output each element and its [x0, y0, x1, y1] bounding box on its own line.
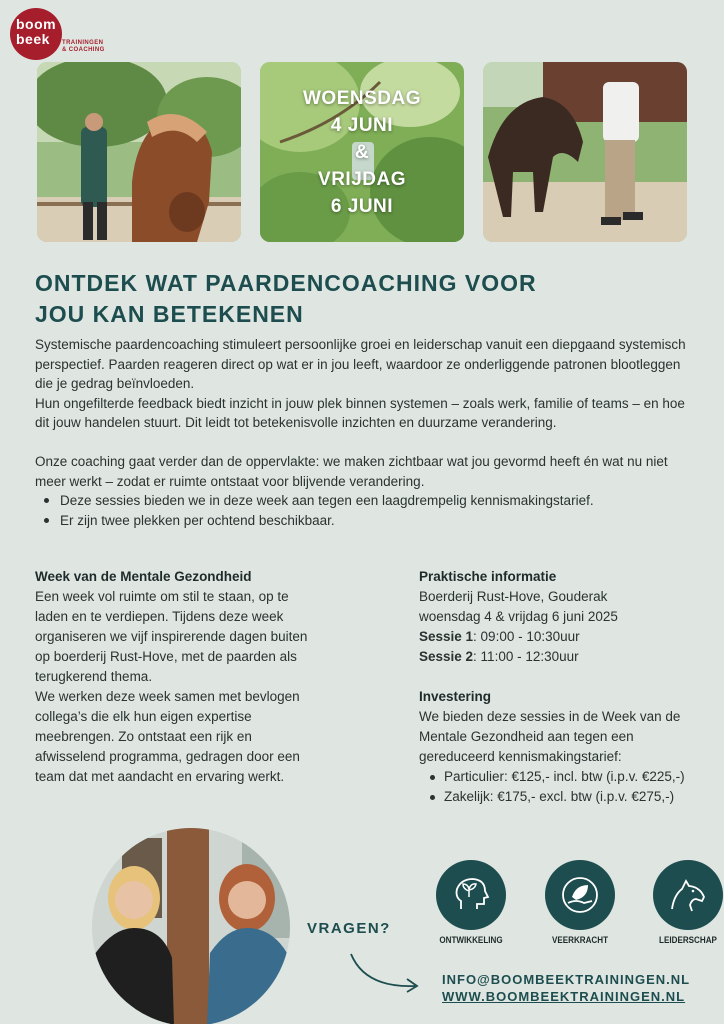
session-2-time: : 11:00 - 12:30uur [473, 649, 579, 664]
investment-text: We bieden deze sessies in de Week van de Mentale Gezondheid aan tegen een gereduceerd kennismakingstarief: [419, 709, 681, 764]
week-paragraph-1: Een week vol ruimte om stil te staan, op te laden en te verdiepen. Tijdens deze week organiseren we vijf inspirerende dagen buiten op boerderij Rust-Hove, met de paarden als terugkerend thema. [35, 589, 308, 684]
event-dates: woensdag 4 & vrijdag 6 juni 2025 [419, 609, 618, 624]
head-plant-icon [436, 860, 506, 930]
price-list [419, 767, 709, 807]
photo-man-with-horse [37, 62, 241, 242]
intro-paragraph-1: Systemische paardencoaching stimuleert persoonlijke groei en leiderschap vanuit een diepgaand systemisch perspectief. Paarden reageren direct op wat er in jou leeft, waardoor ze onderliggende patronen blootleggen die je gedrag beïnvloeden. [35, 337, 686, 391]
intro-bullets [35, 491, 695, 530]
date-line-5: 6 JUNI [330, 195, 394, 217]
contact-info [442, 971, 690, 1005]
date-line-1: WOENSDAG [303, 87, 421, 109]
intro-bullet: Er zijn twee plekken per ochtend beschikbaar. [35, 511, 695, 531]
session-1-label: Sessie 1 [419, 629, 474, 644]
logo [10, 8, 62, 60]
date-overlay [260, 62, 464, 242]
intro-paragraph-3: Onze coaching gaat verder dan de oppervlakte: we maken zichtbaar wat jou gevormd heeft én wat nu niet meer werkt – zodat er ruimte ontstaat voor blijvende verandering. [35, 454, 668, 489]
photo-horse-with-person [483, 62, 687, 242]
logo-line-2: beek [16, 31, 50, 47]
price-item: Zakelijk: €175,- excl. btw (i.p.v. €275,-) [419, 787, 709, 807]
session-2 [419, 647, 709, 667]
photo-dates [260, 62, 464, 242]
badge-label-development: ONTWIKKELING [439, 935, 503, 946]
session-2-label: Sessie 2 [419, 649, 474, 664]
location: Boerderij Rust-Hove, Gouderak [419, 589, 608, 604]
date-line-4: VRIJDAG [318, 168, 406, 190]
week-section [35, 567, 325, 787]
session-1 [419, 627, 709, 647]
investment-title: Investering [419, 689, 492, 704]
intro-paragraph-2: Hun ongefilterde feedback biedt inzicht in jouw plek binnen systemen – zoals werk, familie of teams – en hoe dit jouw handelen stuurt. Dit leidt tot betekenisvolle inzichten en duurzame verandering. [35, 395, 685, 430]
price-item: Particulier: €125,- incl. btw (i.p.v. €225,-) [419, 767, 709, 787]
logo-sub-1: TRAININGEN [62, 40, 104, 46]
logo-subtitle [62, 40, 105, 54]
session-1-time: : 09:00 - 10:30uur [473, 629, 580, 644]
logo-line-1: boom [16, 16, 57, 32]
leaf-hand-icon [545, 860, 615, 930]
coaches-photo [92, 828, 290, 1024]
headline [35, 268, 675, 330]
logo-sub-2: & COACHING [62, 47, 105, 53]
intro-text [35, 335, 695, 530]
headline-line-2: JOU KAN BETEKENEN [35, 301, 304, 327]
website-link[interactable]: WWW.BOOMBEEKTRAININGEN.NL [442, 989, 686, 1004]
arrow-icon [345, 948, 425, 996]
practical-title: Praktische informatie [419, 569, 557, 584]
date-line-2: 4 JUNI [330, 114, 394, 136]
questions-label: VRAGEN? [307, 920, 391, 937]
badge-label-leadership: LEIDERSCHAP [659, 935, 717, 946]
date-line-3: & [354, 141, 370, 163]
intro-bullet: Deze sessies bieden we in deze week aan tegen een laagdrempelig kennismakingstarief. [35, 491, 695, 511]
horse-head-icon [653, 860, 723, 930]
practical-section [419, 567, 709, 807]
badge-label-resilience: VEERKRACHT [551, 935, 609, 946]
headline-line-1: ONTDEK WAT PAARDENCOACHING VOOR [35, 270, 537, 296]
email-link[interactable]: INFO@BOOMBEEKTRAININGEN.NL [442, 972, 691, 987]
week-paragraph-2: We werken deze week samen met bevlogen collega’s die elk hun eigen expertise meebrengen. Zo ontstaat een rijk en afwisselend programma, gedragen door een team dat met aandacht en ervaring werkt. [35, 689, 300, 784]
week-title: Week van de Mentale Gezondheid [35, 569, 252, 584]
